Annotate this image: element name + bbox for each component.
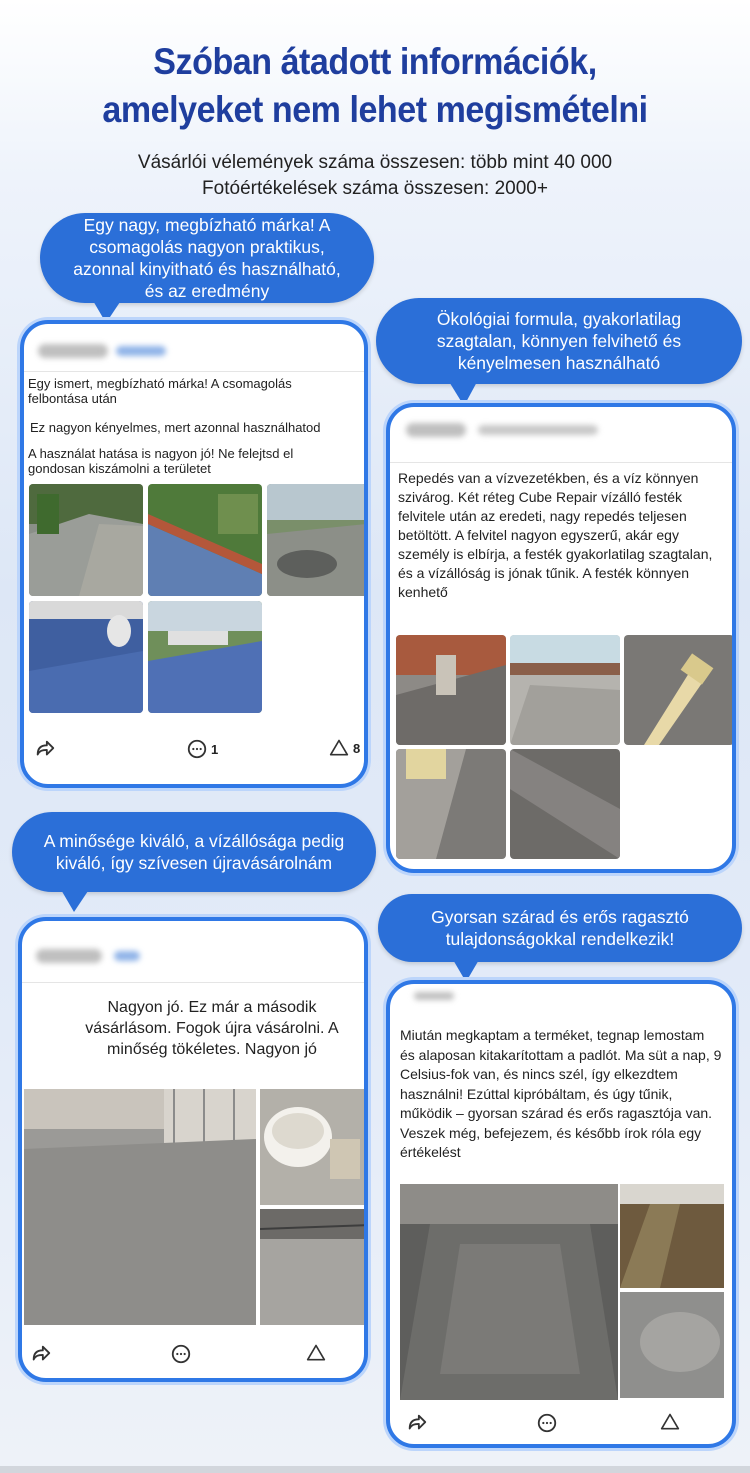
- like-button[interactable]: [306, 1343, 326, 1363]
- speech-bubble-1: [40, 213, 374, 303]
- comment-count: 1: [211, 741, 219, 757]
- review-card-4: [386, 980, 736, 1448]
- review-1-photo-3[interactable]: [267, 484, 367, 596]
- share-button[interactable]: [406, 1412, 428, 1434]
- review-4-text: Miután megkaptam a terméket, tegnap lemostam és alaposan kitakarítottam a padlót. Ma süt a nap, 9 Celsius-fok van, és nincs szél, így elkezdtem használni! Ezúttal kipróbáltam, és úgy tűnik, működik – gyorsan szárad és erős ragasztója van. Veszek még, befejezem, és később írok róla egy értékelést: [400, 1027, 722, 1160]
- reviewer-badge-blurred: [116, 346, 166, 356]
- reviewer-badge-blurred: [478, 425, 598, 435]
- speech-bubble-4-tail: [452, 958, 480, 982]
- review-4-actions: [390, 1412, 732, 1448]
- review-1-paragraph-3: A használat hatása is nagyon jó! Ne felejtsd el gondosan kiszámolni a területet: [28, 446, 294, 476]
- review-3-photo-1[interactable]: [24, 1089, 256, 1325]
- speech-bubble-1-text: Egy nagy, megbízható márka! A csomagolás nagyon praktikus, azonnal kinyitható és használható, és az eredmény: [73, 215, 341, 301]
- review-1-paragraph-2: Ez nagyon kényelmes, mert azonnal használhatod: [30, 420, 321, 435]
- reviewer-name-blurred: [38, 344, 108, 358]
- review-card-2-header: [390, 407, 732, 463]
- page-title: [30, 38, 720, 134]
- speech-bubble-2-text: Ökológiai formula, gyakorlatilag szagtalan, könnyen felvihető és kényelmesen használható: [436, 309, 682, 373]
- review-2-photo-4[interactable]: [396, 749, 506, 859]
- speech-bubble-2: [376, 298, 742, 384]
- speech-bubble-4: [378, 894, 742, 962]
- reviewer-name-blurred: [36, 949, 102, 963]
- comment-button[interactable]: [170, 1343, 192, 1365]
- bottom-divider: [0, 1466, 750, 1473]
- speech-bubble-3-tail: [60, 888, 90, 912]
- like-button[interactable]: [329, 738, 360, 758]
- review-card-3-header: [22, 921, 364, 983]
- review-1-photo-4[interactable]: [29, 601, 143, 713]
- share-button[interactable]: [30, 1343, 52, 1365]
- review-2-text: Repedés van a vízvezetékben, és a víz könnyen szivárog. Két réteg Cube Repair vízálló festék felvitele után az eredeti, nagy repedés teljesen betöltött. A felvitel nagyon egyszerű, akár egy személy is elbírja, a festék gyakorlatilag szagtalan, és a vízállóság is jónak tűnik. A festék könnyen kenhető: [398, 470, 713, 600]
- reviewer-name-blurred: [406, 423, 466, 437]
- like-count: 8: [353, 740, 361, 756]
- reviewer-name-blurred: [414, 992, 454, 1000]
- review-3-photo-3[interactable]: [260, 1209, 368, 1325]
- review-4-photo-3[interactable]: [620, 1292, 724, 1398]
- review-2-photo-5[interactable]: [510, 749, 620, 859]
- review-2-photo-1[interactable]: [396, 635, 506, 745]
- review-4-photo-2[interactable]: [620, 1184, 724, 1288]
- review-3-text: Nagyon jó. Ez már a második vásárlásom. Fogok újra vásárolni. A minőség tökéletes. Nagyon jó: [85, 999, 339, 1058]
- review-1-photo-2[interactable]: [148, 484, 262, 596]
- review-1-photo-5[interactable]: [148, 601, 262, 713]
- review-card-1: [20, 320, 368, 788]
- share-icon: [30, 1343, 52, 1365]
- like-icon: [306, 1343, 326, 1363]
- review-card-3: [18, 917, 368, 1382]
- review-1-actions: [24, 734, 364, 774]
- comment-icon: [536, 1412, 558, 1434]
- like-icon: [329, 738, 349, 758]
- photo-review-count: Fotóértékelések száma összesen: 2000+: [202, 178, 548, 199]
- review-card-1-header: [24, 324, 364, 372]
- reviewer-badge-blurred: [114, 951, 140, 961]
- review-2-photo-2[interactable]: [510, 635, 620, 745]
- review-1-paragraph-1: Egy ismert, megbízható márka! A csomagolás felbontása után: [28, 376, 292, 406]
- like-icon: [660, 1412, 680, 1432]
- review-2-photo-3[interactable]: [624, 635, 734, 745]
- speech-bubble-3-text: A minősége kiváló, a vízállósága pedig kiváló, így szívesen újravásárolnám: [43, 831, 345, 873]
- review-4-photo-1[interactable]: [400, 1184, 618, 1400]
- comment-button[interactable]: [536, 1412, 558, 1434]
- review-count: Vásárlói vélemények száma összesen: több mint 40 000: [137, 152, 613, 173]
- share-icon: [34, 738, 56, 760]
- review-card-2: [386, 403, 736, 873]
- comment-button[interactable]: [186, 738, 218, 760]
- share-icon: [406, 1412, 428, 1434]
- page-title-line-1: Szóban átadott információk,: [153, 41, 597, 82]
- page-title-line-2: amelyeket nem lehet megismételni: [102, 89, 648, 130]
- review-1-photo-1[interactable]: [29, 484, 143, 596]
- speech-bubble-4-text: Gyorsan szárad és erős ragasztó tulajdonságokkal rendelkezik!: [431, 907, 689, 949]
- review-3-photo-2[interactable]: [260, 1089, 368, 1205]
- review-card-4-header: [390, 984, 732, 1014]
- speech-bubble-3: [12, 812, 376, 892]
- share-button[interactable]: [34, 738, 56, 760]
- review-3-actions: [22, 1341, 364, 1381]
- like-button[interactable]: [660, 1412, 680, 1432]
- comment-icon: [170, 1343, 192, 1365]
- comment-icon: [186, 738, 208, 760]
